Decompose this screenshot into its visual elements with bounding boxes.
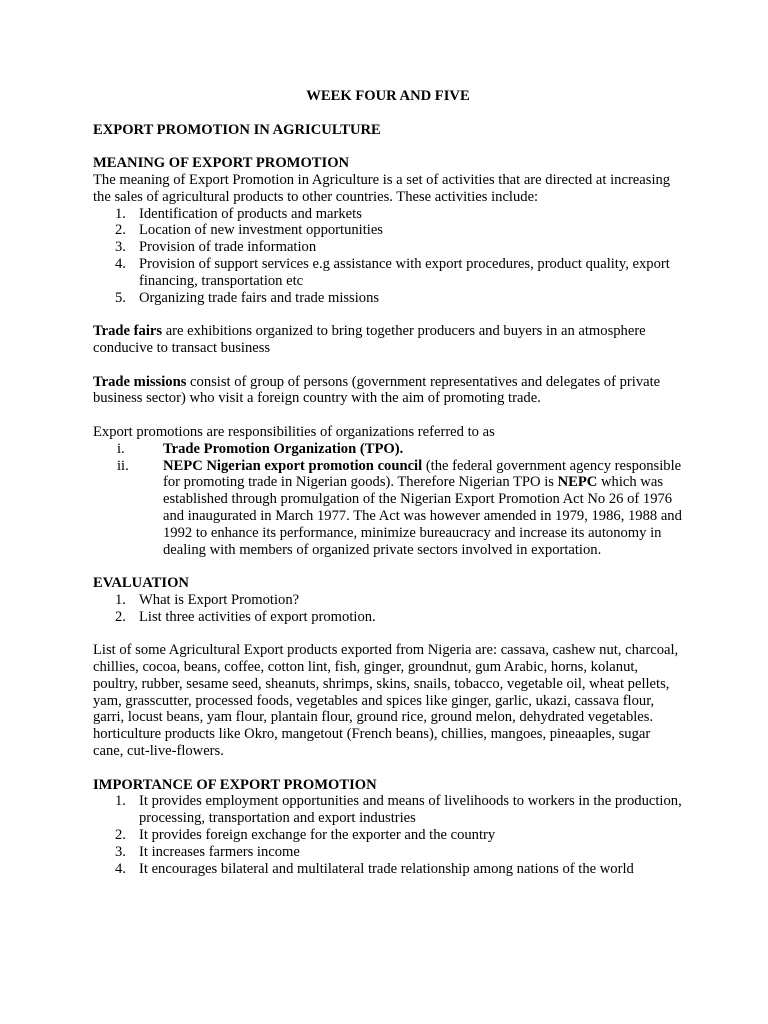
list-item — [93, 609, 683, 626]
list-text: It provides employment opportunities and means of livelihoods to workers in the production, processing, transportation and export industries — [139, 793, 682, 827]
list-text: What is Export Promotion? — [139, 591, 300, 608]
spacer — [93, 760, 683, 777]
list-number: 3. — [115, 239, 126, 256]
spacer — [93, 626, 683, 643]
roman-list-item — [93, 458, 683, 559]
list-item — [93, 827, 683, 844]
list-number: 1. — [115, 793, 126, 810]
list-number: 2. — [115, 222, 126, 239]
list-number: ii. — [117, 457, 129, 474]
list-item — [93, 206, 683, 223]
list-text: Organizing trade fairs and trade missions — [139, 289, 380, 306]
list-number: 4. — [115, 255, 126, 272]
list-text: It increases farmers income — [139, 843, 300, 860]
list-number: 4. — [115, 860, 126, 877]
roman-list-item — [93, 441, 683, 458]
spacer — [93, 357, 683, 374]
list-item — [93, 793, 683, 827]
trade-missions-paragraph — [93, 374, 683, 408]
nepc-description: (the federal government agency responsible for promoting trade in Nigerian goods). Therefore Nigerian TPO is — [163, 457, 682, 491]
list-number: 2. — [115, 827, 126, 844]
document-body — [93, 88, 683, 877]
activities-list — [93, 206, 683, 307]
trade-fairs-paragraph — [93, 323, 683, 357]
tpo-text: Trade Promotion Organization (TPO). — [163, 440, 404, 457]
list-number: 5. — [115, 289, 126, 306]
spacer — [93, 138, 683, 155]
list-number: 3. — [115, 843, 126, 860]
list-text: It encourages bilateral and multilateral trade relationship among nations of the world — [139, 860, 634, 877]
meaning-heading: MEANING OF EXPORT PROMOTION — [93, 155, 350, 172]
nepc-name: NEPC Nigerian export promotion council — [163, 457, 423, 474]
list-number: i. — [117, 440, 125, 457]
list-number: 1. — [115, 591, 126, 608]
importance-heading: IMPORTANCE OF EXPORT PROMOTION — [93, 776, 377, 793]
evaluation-list — [93, 592, 683, 626]
nepc-abbrev: NEPC — [557, 474, 598, 491]
list-number: 2. — [115, 608, 126, 625]
list-number: 1. — [115, 205, 126, 222]
organizations-intro: Export promotions are responsibilities of organizations referred to as — [93, 423, 495, 440]
list-text: It provides foreign exchange for the exporter and the country — [139, 827, 496, 844]
importance-list — [93, 793, 683, 877]
list-item — [93, 222, 683, 239]
list-item — [93, 239, 683, 256]
spacer — [93, 558, 683, 575]
evaluation-heading: EVALUATION — [93, 575, 189, 592]
list-text: List three activities of export promotion. — [139, 608, 376, 625]
main-heading: EXPORT PROMOTION IN AGRICULTURE — [93, 121, 381, 138]
trade-missions-text: consist of group of persons (government representatives and delegates of private business sector) who visit a foreign country with the aim of promoting trade. — [93, 373, 661, 407]
list-item — [93, 290, 683, 307]
list-item — [93, 844, 683, 861]
list-text: Location of new investment opportunities — [139, 222, 383, 239]
list-text: Provision of support services e.g assistance with export procedures, product quality, export financing, transportation etc — [139, 255, 670, 289]
list-item — [93, 592, 683, 609]
trade-missions-term: Trade missions — [93, 373, 187, 390]
spacer — [93, 407, 683, 424]
list-item — [93, 256, 683, 290]
nepc-history: which was established through promulgation of the Nigerian Export Promotion Act No 26 of 1976 and inaugurated in March 1977. The Act was however amended in 1979, 1986, 1988 and 1992 to enhance its performance, minimize bureaucracy and increase its autonomy in dealing with members of organized private sectors involved in exportation. — [163, 474, 682, 558]
products-paragraph: List of some Agricultural Export products exported from Nigeria are: cassava, cashew nut, charcoal, chillies, cocoa, beans, coffee, cotton lint, fish, ginger, groundnut, gum Arabic, horns, kolanut, poultry, rubber, sesame seed, sheanuts, shrimps, skins, snails, tobacco, vegetable oil, wheat pellets, yam, grasscutter, processed foods, vegetables and spices like ginger, garlic, ukazi, cassava flour, garri, locust beans, yam flour, plantain flour, ground rice, ground melon, dehydrated vegetables. horticulture products like Okro, mangetout (French beans), chillies, mangoes, pineaaples, sugar cane, cut-live-flowers. — [93, 642, 679, 760]
list-text: Identification of products and markets — [139, 205, 362, 222]
page-title: WEEK FOUR AND FIVE — [306, 88, 470, 104]
meaning-intro: The meaning of Export Promotion in Agriculture is a set of activities that are directed at increasing the sales of agricultural products to other countries. These activities include: — [93, 171, 671, 205]
list-item — [93, 861, 683, 878]
trade-fairs-text: are exhibitions organized to bring together producers and buyers in an atmosphere conducive to transact business — [93, 323, 646, 356]
spacer — [93, 306, 683, 323]
list-text: Provision of trade information — [139, 239, 317, 256]
trade-fairs-term: Trade fairs — [93, 323, 163, 340]
